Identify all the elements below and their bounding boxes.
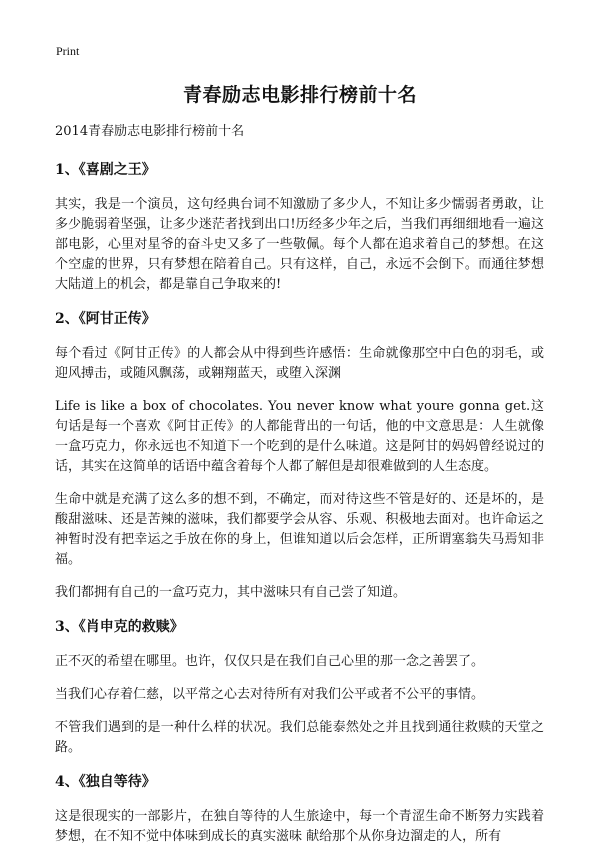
paragraph: 这是很现实的一部影片，在独自等待的人生旅途中，每一个青涩生命不断努力实践着梦想，在不知不觉中体味到成长的真实滋味 献给那个从你身边溜走的人，所有 xyxy=(55,809,544,844)
section-forrest-gump xyxy=(55,308,544,603)
article-body xyxy=(55,120,544,860)
paragraph: Life is like a box of chocolates. You never know what youre gonna get.这句话是每一个喜欢《阿甘正传》的人都能背出的一句话，他的中文意思是：人生就像一盒巧克力，你永远也不知道下一个吃到的是什么味道。这是阿甘的妈妈曾经说过的话，其实在这简单的话语中蕴含着每个人都了解但是却很难做到的人生态度。 xyxy=(55,399,544,474)
section-waiting-alone xyxy=(55,771,544,847)
page-title: 青春励志电影排行榜前十名 xyxy=(182,84,417,106)
paragraph: 当我们心存着仁慈，以平常之心去对待所有对我们公平或者不公平的事情。 xyxy=(55,687,485,702)
section-heading: 2、《阿甘正传》 xyxy=(55,311,156,327)
paragraph: 其实，我是一个演员，这句经典台词不知激励了多少人，不知让多少懦弱者勇敢，让多少脆弱着坚强，让多少迷茫者找到出口!历经多少年之后，当我们再细细地看一遍这部电影，心里对星爷的奋斗史又多了一些敬佩。每个人都在追求着自己的梦想。在这个空虚的世界，只有梦想在陪着自己。只有这样，自己，永远不会倒下。而通往梦想大陆道上的机会，都是靠自己争取来的! xyxy=(55,197,544,292)
paragraph: 每个看过《阿甘正传》的人都会从中得到些许感悟：生命就像那空中白色的羽毛，或迎风搏击，或随风飘荡，或翱翔蓝天，或堕入深渊 xyxy=(55,346,544,381)
paragraph: 不管我们遇到的是一种什么样的状况。我们总能泰然处之并且找到通往救赎的天堂之路。 xyxy=(55,720,544,755)
paragraph: 正不灭的希望在哪里。也许，仅仅只是在我们自己心里的那一念之善罢了。 xyxy=(55,654,485,669)
paragraph: 生命中就是充满了这么多的想不到，不确定，而对待这些不管是好的、还是坏的，是酸甜滋味、还是苦辣的滋味，我们都要学会从容、乐观、积极地去面对。也许命运之神暂时没有把幸运之手放在你的身上，但谁知道以后会怎样，正所谓塞翁失马焉知非福。 xyxy=(55,492,544,567)
print-link[interactable]: Print xyxy=(56,44,80,58)
section-heading: 4、《独自等待》 xyxy=(55,774,156,790)
paragraph: 我们都拥有自己的一盒巧克力，其中滋味只有自己尝了知道。 xyxy=(55,585,407,600)
section-comedy-king xyxy=(55,159,544,295)
section-heading: 3、《肖申克的救赎》 xyxy=(55,619,184,635)
section-heading: 1、《喜剧之王》 xyxy=(55,162,156,178)
section-shawshank xyxy=(55,616,544,758)
article-subtitle: 2014青春励志电影排行榜前十名 xyxy=(55,124,245,139)
